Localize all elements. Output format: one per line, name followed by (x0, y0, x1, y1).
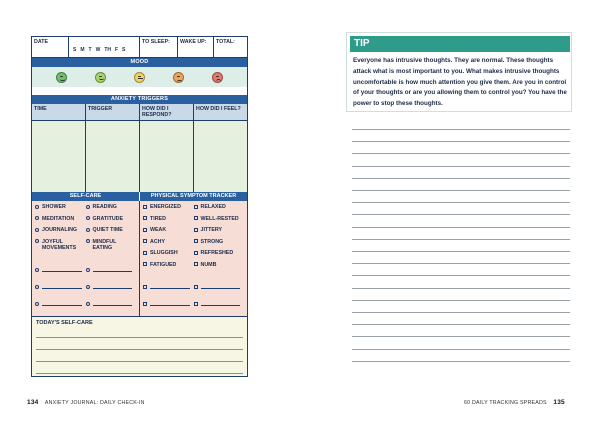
checklist-label: ACHY (150, 238, 166, 245)
self-care-header: SELF-CARE (32, 192, 140, 201)
col-trigger: TRIGGER (86, 104, 140, 120)
day-s[interactable]: S (122, 47, 126, 53)
checklist-item[interactable] (86, 226, 137, 238)
checklist-label: TIRED (150, 215, 166, 222)
mouth (60, 79, 65, 82)
writing-line[interactable] (352, 141, 570, 142)
checklist-item[interactable] (194, 203, 245, 215)
mood-very-happy-icon[interactable] (56, 72, 67, 83)
checklist-item[interactable] (143, 203, 194, 215)
left-folio (22, 399, 145, 406)
mouth (216, 79, 221, 82)
anxiety-triggers-header: ANXIETY TRIGGERS (32, 95, 247, 104)
circle-checkbox-icon[interactable] (35, 228, 39, 232)
self-care-column-1 (35, 203, 86, 314)
checklist-label: SLUGGISH (150, 250, 178, 256)
writing-line[interactable] (352, 190, 570, 191)
tip-box (346, 32, 572, 112)
write-in-line[interactable] (93, 284, 133, 289)
symptom-column-2 (194, 203, 245, 314)
checklist-label: JITTERY (200, 227, 223, 233)
square-checkbox-icon[interactable] (143, 216, 147, 220)
writing-line (36, 326, 243, 338)
write-in-line[interactable] (201, 301, 241, 306)
mouth (177, 80, 182, 82)
checklist-label: REFRESHED (200, 250, 234, 256)
blank-checklist-item[interactable] (35, 255, 86, 272)
writing-line[interactable] (352, 288, 570, 289)
daily-check-in-form (31, 36, 248, 377)
writing-line[interactable] (352, 166, 570, 167)
write-in-line[interactable] (42, 284, 82, 289)
square-checkbox-icon[interactable] (143, 228, 147, 232)
writing-line[interactable] (352, 129, 570, 130)
writing-line (36, 350, 243, 362)
mood-happy-icon[interactable] (95, 72, 106, 83)
to-sleep-label: TO SLEEP: (142, 39, 170, 45)
tracker-headers (32, 192, 247, 201)
circle-checkbox-icon[interactable] (86, 216, 90, 220)
writing-line[interactable] (352, 361, 570, 362)
write-in-line[interactable] (42, 301, 82, 306)
day-s[interactable]: S (73, 47, 77, 53)
checklist-label: FATIGUED (150, 261, 177, 268)
date-row (32, 37, 247, 58)
circle-checkbox-icon[interactable] (35, 205, 39, 209)
circle-checkbox-icon[interactable] (86, 205, 90, 209)
writing-line[interactable] (352, 153, 570, 154)
day-th[interactable]: TH (104, 47, 111, 53)
circle-checkbox-icon[interactable] (86, 285, 90, 289)
checklist-item[interactable] (86, 203, 137, 215)
symptom-checklist (140, 201, 247, 316)
square-checkbox-icon[interactable] (194, 216, 198, 220)
checklist-item[interactable] (143, 226, 194, 238)
writing-line[interactable] (352, 227, 570, 228)
checklist-label: WEAK (150, 227, 167, 233)
circle-checkbox-icon[interactable] (86, 239, 90, 243)
blank-checklist-item[interactable] (86, 255, 137, 272)
mood-selector (32, 67, 247, 87)
circle-checkbox-icon[interactable] (86, 302, 90, 306)
self-care-checklist (32, 201, 140, 316)
blank-checklist-item[interactable] (194, 289, 245, 306)
total-label: TOTAL: (216, 39, 235, 45)
circle-checkbox-icon[interactable] (86, 228, 90, 232)
day-t[interactable]: T (88, 47, 92, 53)
writing-line[interactable] (352, 202, 570, 203)
write-in-line[interactable] (201, 284, 241, 289)
square-checkbox-icon[interactable] (194, 228, 198, 232)
blank-checklist-item[interactable] (86, 272, 137, 289)
symptom-tracker-header: PHYSICAL SYMPTOM TRACKER (150, 193, 237, 199)
response-entry-cell[interactable] (140, 121, 194, 192)
checklist-item[interactable] (143, 261, 194, 273)
date-label: DATE (34, 39, 49, 45)
checklist-item[interactable] (143, 249, 194, 261)
mouth (99, 78, 104, 80)
checklist-label: RELAXED (200, 204, 226, 210)
left-page-number: 134 (27, 399, 39, 406)
checklist-label: READING (92, 204, 117, 210)
writing-line[interactable] (352, 300, 570, 301)
col-feeling: HOW DID I FEEL? (196, 106, 241, 112)
blank-checklist-item[interactable] (35, 289, 86, 306)
writing-line[interactable] (352, 312, 570, 313)
writing-line[interactable] (352, 251, 570, 252)
day-f[interactable]: F (114, 47, 119, 53)
checklist-item[interactable] (35, 203, 86, 215)
square-checkbox-icon[interactable] (143, 262, 147, 266)
writing-line[interactable] (352, 275, 570, 276)
write-in-line[interactable] (150, 301, 190, 306)
checklist-label: GRATITUDE (92, 215, 124, 222)
total-field[interactable] (214, 37, 247, 57)
todays-self-care-section[interactable] (32, 316, 247, 377)
checklist-item[interactable] (194, 238, 245, 250)
writing-line[interactable] (352, 263, 570, 264)
mood-sad-icon[interactable] (173, 72, 184, 83)
circle-checkbox-icon[interactable] (86, 268, 90, 272)
write-in-line[interactable] (42, 267, 82, 272)
checklist-item[interactable] (86, 215, 137, 227)
write-in-line[interactable] (93, 267, 133, 272)
checklist-item[interactable] (35, 226, 86, 238)
self-care-column-2 (86, 203, 137, 314)
square-checkbox-icon[interactable] (143, 205, 147, 209)
mood-very-sad-icon[interactable] (212, 72, 223, 83)
square-checkbox-icon[interactable] (194, 262, 198, 266)
time-entry-cell[interactable] (32, 121, 86, 192)
checklist-label: ENERGIZED (150, 204, 181, 210)
writing-line (36, 338, 243, 350)
mouth (138, 78, 143, 80)
checklist-item[interactable] (143, 238, 194, 250)
mood-neutral-icon[interactable] (134, 72, 145, 83)
day-of-week-selector[interactable] (69, 37, 140, 57)
wake-up-label: WAKE UP: (180, 39, 207, 45)
col-response: HOW DID I RESPOND? (140, 104, 194, 120)
checklist-label: JOYFUL MOVEMENTS (42, 238, 77, 251)
wake-up-field[interactable] (178, 37, 214, 57)
trigger-entry-cell[interactable] (86, 121, 140, 192)
write-in-line[interactable] (150, 284, 190, 289)
checklist-item[interactable] (194, 226, 245, 238)
blank-checklist-item[interactable] (143, 272, 194, 289)
writing-line[interactable] (352, 324, 570, 325)
checklist-item[interactable] (194, 261, 245, 273)
tip-text: Everyone has intrusive thoughts. They are normal. These thoughts attack what is most important to you. What makes intrusive thoughts uncomfortable is how much attention you give them. Are you in control of your thoughts or are you allowing them to control you? You have the power to stop these thoughts. (353, 57, 567, 108)
trigger-column-headers (32, 104, 247, 121)
writing-line[interactable] (352, 336, 570, 337)
checklist-label: WELL-RESTED (200, 215, 239, 222)
col-time: TIME (32, 104, 86, 120)
writing-line (36, 362, 243, 374)
circle-checkbox-icon[interactable] (35, 302, 39, 306)
checklist-item[interactable] (143, 215, 194, 227)
checklist-label: MEDITATION (42, 215, 75, 222)
circle-checkbox-icon[interactable] (35, 285, 39, 289)
left-running-head: ANXIETY JOURNAL: DAILY CHECK-IN (44, 400, 145, 406)
feeling-entry-cell[interactable] (194, 121, 247, 192)
days-of-week (73, 47, 125, 53)
symptom-column-1 (143, 203, 194, 314)
checklist-item[interactable] (35, 215, 86, 227)
checklist-label: JOURNALING (42, 227, 78, 233)
blank-checklist-item[interactable] (143, 289, 194, 306)
right-folio (464, 399, 570, 406)
square-checkbox-icon[interactable] (143, 302, 147, 306)
circle-checkbox-icon[interactable] (35, 216, 39, 220)
tip-title: TIP (350, 36, 570, 52)
to-sleep-field[interactable] (140, 37, 178, 57)
square-checkbox-icon[interactable] (194, 251, 198, 255)
square-checkbox-icon[interactable] (194, 302, 198, 306)
square-checkbox-icon[interactable] (143, 285, 147, 289)
square-checkbox-icon[interactable] (194, 205, 198, 209)
checklist-item[interactable] (86, 238, 137, 255)
square-checkbox-icon[interactable] (194, 285, 198, 289)
mood-header: MOOD (32, 58, 247, 67)
checklist-item[interactable] (194, 249, 245, 261)
blank-checklist-item[interactable] (35, 272, 86, 289)
writing-line[interactable] (352, 239, 570, 240)
circle-checkbox-icon[interactable] (35, 239, 39, 243)
writing-line[interactable] (352, 214, 570, 215)
checklist-label: NUMB (200, 261, 217, 268)
blank-checklist-item[interactable] (86, 289, 137, 306)
square-checkbox-icon[interactable] (143, 239, 147, 243)
day-m[interactable]: M (80, 47, 85, 53)
right-running-head: 60 DAILY TRACKING SPREADS (464, 400, 547, 406)
checklist-label: SHOWER (42, 204, 66, 210)
blank-checklist-item[interactable] (194, 272, 245, 289)
circle-checkbox-icon[interactable] (35, 268, 39, 272)
writing-line[interactable] (352, 349, 570, 350)
right-page-number: 135 (553, 399, 565, 406)
checklist-label: QUIET TIME (92, 227, 123, 233)
writing-line[interactable] (352, 178, 570, 179)
checklist-item[interactable] (35, 238, 86, 255)
checklist-label: STRONG (200, 238, 224, 245)
checklist-label: MINDFUL EATING (92, 238, 117, 251)
square-checkbox-icon[interactable] (194, 239, 198, 243)
square-checkbox-icon[interactable] (143, 251, 147, 255)
write-in-line[interactable] (93, 301, 133, 306)
trigger-entry-area (32, 121, 247, 192)
checklist-item[interactable] (194, 215, 245, 227)
tracker-body (32, 201, 247, 316)
date-field[interactable] (32, 37, 69, 57)
todays-self-care-title: TODAY'S SELF-CARE (36, 320, 93, 326)
day-w[interactable]: W (95, 47, 101, 53)
